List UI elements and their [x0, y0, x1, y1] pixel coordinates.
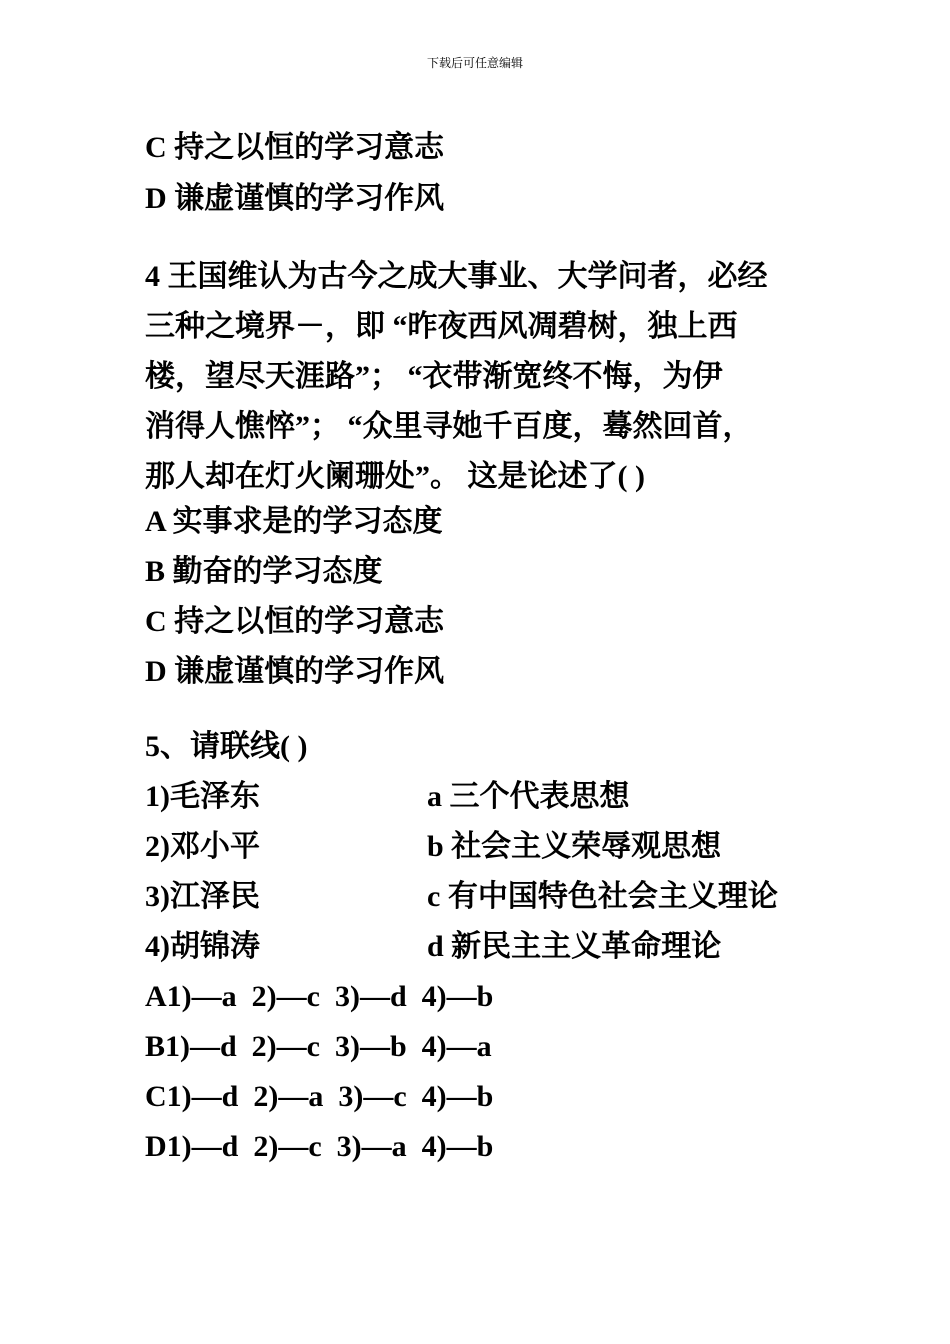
match-left-item: 1)毛泽东: [145, 780, 260, 813]
question-4-line: 那人却在灯火阑珊处”。 这是论述了( ): [145, 460, 645, 493]
q5-option-c: C1)—d 2)—a 3)—c 4)—b: [145, 1080, 494, 1113]
q5-option-d: D1)—d 2)—c 3)—a 4)—b: [145, 1130, 494, 1163]
question-4-line: 楼，望尽天涯路”； “衣带渐宽终不悔，为伊: [145, 360, 723, 393]
question-4-line: 三种之境界－，即 “昨夜西风凋碧树，独上西: [145, 310, 738, 343]
page-header: 下载后可任意编辑: [426, 56, 523, 70]
question-4-line: 消得人憔悴”； “众里寻她千百度，蓦然回首，: [145, 410, 753, 443]
match-left-item: 2)邓小平: [145, 830, 260, 863]
match-right-item: d 新民主主义革命理论: [427, 930, 722, 963]
q4-option-a: A 实事求是的学习态度: [145, 505, 443, 538]
q3-option-c: C 持之以恒的学习意志: [145, 131, 445, 164]
q4-option-c: C 持之以恒的学习意志: [145, 605, 445, 638]
q4-option-b: B 勤奋的学习态度: [145, 555, 383, 588]
match-left-item: 4)胡锦涛: [145, 930, 260, 963]
match-left-item: 3)江泽民: [145, 880, 260, 913]
match-right-item: a 三个代表思想: [427, 780, 630, 813]
question-4-stem: [145, 252, 835, 502]
question-4-line: 4 王国维认为古今之成大事业、大学问者，必经: [145, 260, 768, 293]
q3-option-d: D 谦虚谨慎的学习作风: [145, 182, 445, 215]
match-right-item: b 社会主义荣辱观思想: [427, 830, 722, 863]
question-5-stem: 5、请联线( ): [145, 730, 308, 763]
q5-option-b: B1)—d 2)—c 3)—b 4)—a: [145, 1030, 492, 1063]
match-right-item: c 有中国特色社会主义理论: [427, 880, 778, 913]
q5-option-a: A1)—a 2)—c 3)—d 4)—b: [145, 980, 494, 1013]
q4-option-d: D 谦虚谨慎的学习作风: [145, 655, 445, 688]
